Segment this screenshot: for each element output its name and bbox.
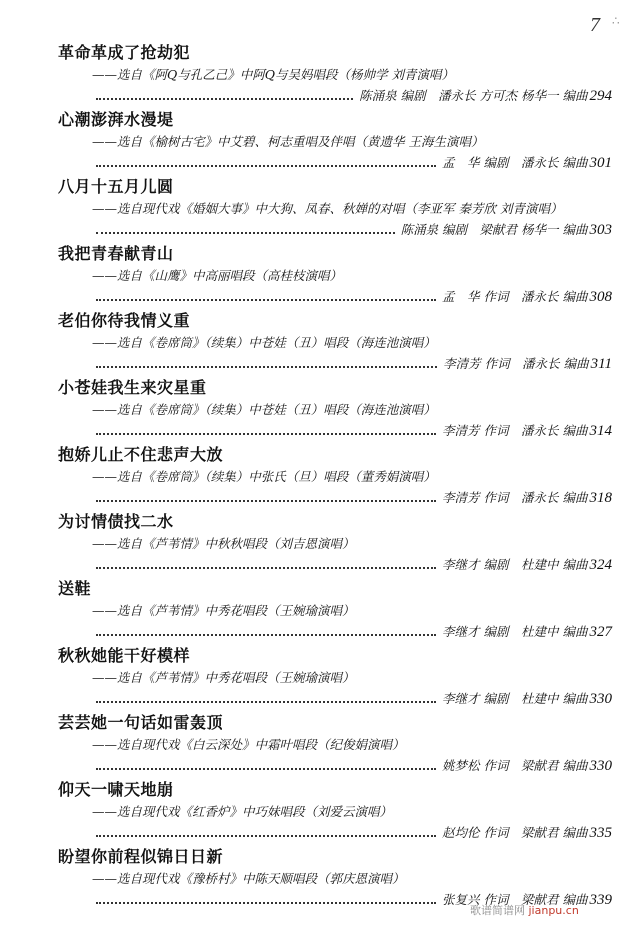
entry-credits-line (96, 287, 612, 305)
entry-title: 仰天一啸天地崩 (58, 780, 174, 799)
dot-leader (96, 164, 436, 167)
entry-page-number: 324 (589, 557, 612, 573)
toc-entry (0, 308, 636, 375)
dot-leader (96, 298, 436, 301)
toc-entry (0, 174, 636, 241)
entry-page-number: 301 (589, 155, 612, 171)
entry-title: 小苍娃我生来灾星重 (58, 378, 207, 397)
toc-entry (0, 710, 636, 777)
entry-source: ——选自《山鹰》中高丽唱段（高桂枝演唱） (92, 268, 343, 283)
entry-page-number: 330 (589, 758, 612, 774)
entry-credits-line (96, 823, 612, 841)
entry-title: 送鞋 (58, 579, 92, 598)
entry-credits: 姚梦松 作词 梁献君 编曲 (442, 758, 588, 773)
entry-credits-line (96, 86, 612, 104)
dot-leader (96, 901, 436, 904)
toc-list (0, 40, 636, 911)
toc-entry (0, 107, 636, 174)
dot-leader (96, 499, 436, 502)
entry-title: 抱娇儿止不住悲声大放 (58, 445, 224, 464)
entry-credits: 陈涌泉 编剧 梁献君 杨华一 编曲 (400, 222, 588, 237)
entry-credits-line (96, 220, 612, 238)
entry-credits: 李继才 编剧 杜建中 编曲 (442, 557, 588, 572)
entry-source: ——选自《榆树古宅》中艾碧、柯志重唱及伴唱（黄遗华 王海生演唱） (92, 134, 484, 149)
entry-title: 我把青春献青山 (58, 244, 174, 263)
entry-page-number: 318 (589, 490, 612, 506)
entry-title: 老伯你待我情义重 (58, 311, 191, 330)
toc-entry (0, 375, 636, 442)
dot-leader (96, 365, 437, 368)
entry-source: ——选自现代戏《婚姻大事》中大狗、凤春、秋婵的对唱（李亚军 秦芳欣 刘青演唱） (92, 201, 563, 216)
entry-credits-line (96, 153, 612, 171)
entry-credits-line (96, 488, 612, 506)
entry-source: ——选自现代戏《红香炉》中巧妹唱段（刘爱云演唱） (92, 804, 393, 819)
entry-credits: 陈涌泉 编剧 潘永长 方可杰 杨华一 编曲 (359, 88, 588, 103)
dot-leader (96, 566, 436, 569)
entry-page-number: 327 (589, 624, 612, 640)
entry-source: ——选自《阿Q与孔乙己》中阿Q与吴妈唱段（杨帅学 刘青演唱） (92, 67, 454, 82)
entry-page-number: 330 (589, 691, 612, 707)
entry-source: ——选自《芦苇情》中秀花唱段（王婉瑜演唱） (92, 603, 355, 618)
toc-entry (0, 509, 636, 576)
site-watermark (470, 902, 579, 918)
entry-page-number: 294 (589, 88, 612, 104)
entry-title: 革命革成了抢劫犯 (58, 43, 191, 62)
dot-leader (96, 633, 436, 636)
dot-leader (96, 231, 395, 234)
watermark-site-name: 歌谱简谱网 (470, 904, 525, 917)
entry-title: 芸芸她一句话如雷轰顶 (58, 713, 224, 732)
entry-title: 心潮澎湃水漫堤 (58, 110, 174, 129)
entry-credits: 李清芳 作词 潘永长 编曲 (443, 356, 589, 371)
page-corner-mark: ∴ (612, 14, 620, 28)
page-number: 7 (590, 14, 600, 36)
entry-credits: 李继才 编剧 杜建中 编曲 (442, 624, 588, 639)
entry-credits-line (96, 622, 612, 640)
toc-entry (0, 442, 636, 509)
dot-leader (96, 767, 436, 770)
entry-page-number: 308 (589, 289, 612, 305)
entry-title: 八月十五月儿圆 (58, 177, 174, 196)
entry-credits-line (96, 689, 612, 707)
entry-credits: 赵均伦 作词 梁献君 编曲 (442, 825, 588, 840)
entry-source: ——选自现代戏《白云深处》中霜叶唱段（纪俊娟演唱） (92, 737, 405, 752)
entry-page-number: 311 (590, 356, 612, 372)
entry-source: ——选自《芦苇情》中秋秋唱段（刘吉恩演唱） (92, 536, 355, 551)
entry-credits-line (96, 354, 612, 372)
entry-page-number: 303 (589, 222, 612, 238)
toc-entry (0, 40, 636, 107)
toc-entry (0, 241, 636, 308)
entry-source: ——选自《卷席筒》（续集）中苍娃（丑）唱段（海连池演唱） (92, 335, 436, 350)
toc-entry (0, 777, 636, 844)
entry-credits: 孟 华 作词 潘永长 编曲 (442, 289, 588, 304)
entry-page-number: 339 (589, 892, 612, 908)
entry-source: ——选自《卷席筒》（续集）中张氏（旦）唱段（董秀娟演唱） (92, 469, 436, 484)
entry-title: 为讨情债找二水 (58, 512, 174, 531)
entry-credits-line (96, 555, 612, 573)
entry-title: 秋秋她能干好模样 (58, 646, 191, 665)
dot-leader (96, 97, 353, 100)
dot-leader (96, 834, 436, 837)
entry-credits: 张复兴 作词 梁献君 编曲 (442, 892, 588, 907)
toc-entry (0, 576, 636, 643)
entry-credits: 李清芳 作词 潘永长 编曲 (442, 423, 588, 438)
watermark-url: jianpu.cn (528, 904, 579, 917)
entry-credits: 李继才 编剧 杜建中 编曲 (442, 691, 588, 706)
entry-credits-line (96, 756, 612, 774)
toc-entry (0, 844, 636, 911)
entry-credits: 孟 华 编剧 潘永长 编曲 (442, 155, 588, 170)
entry-credits: 李清芳 作词 潘永长 编曲 (442, 490, 588, 505)
entry-page-number: 335 (589, 825, 612, 841)
entry-source: ——选自《芦苇情》中秀花唱段（王婉瑜演唱） (92, 670, 355, 685)
entry-title: 盼望你前程似锦日日新 (58, 847, 224, 866)
entry-source: ——选自现代戏《豫桥村》中陈天顺唱段（郭庆恩演唱） (92, 871, 405, 886)
dot-leader (96, 700, 436, 703)
entry-source: ——选自《卷席筒》（续集）中苍娃（丑）唱段（海连池演唱） (92, 402, 436, 417)
dot-leader (96, 432, 436, 435)
entry-credits-line (96, 421, 612, 439)
toc-entry (0, 643, 636, 710)
entry-page-number: 314 (589, 423, 612, 439)
